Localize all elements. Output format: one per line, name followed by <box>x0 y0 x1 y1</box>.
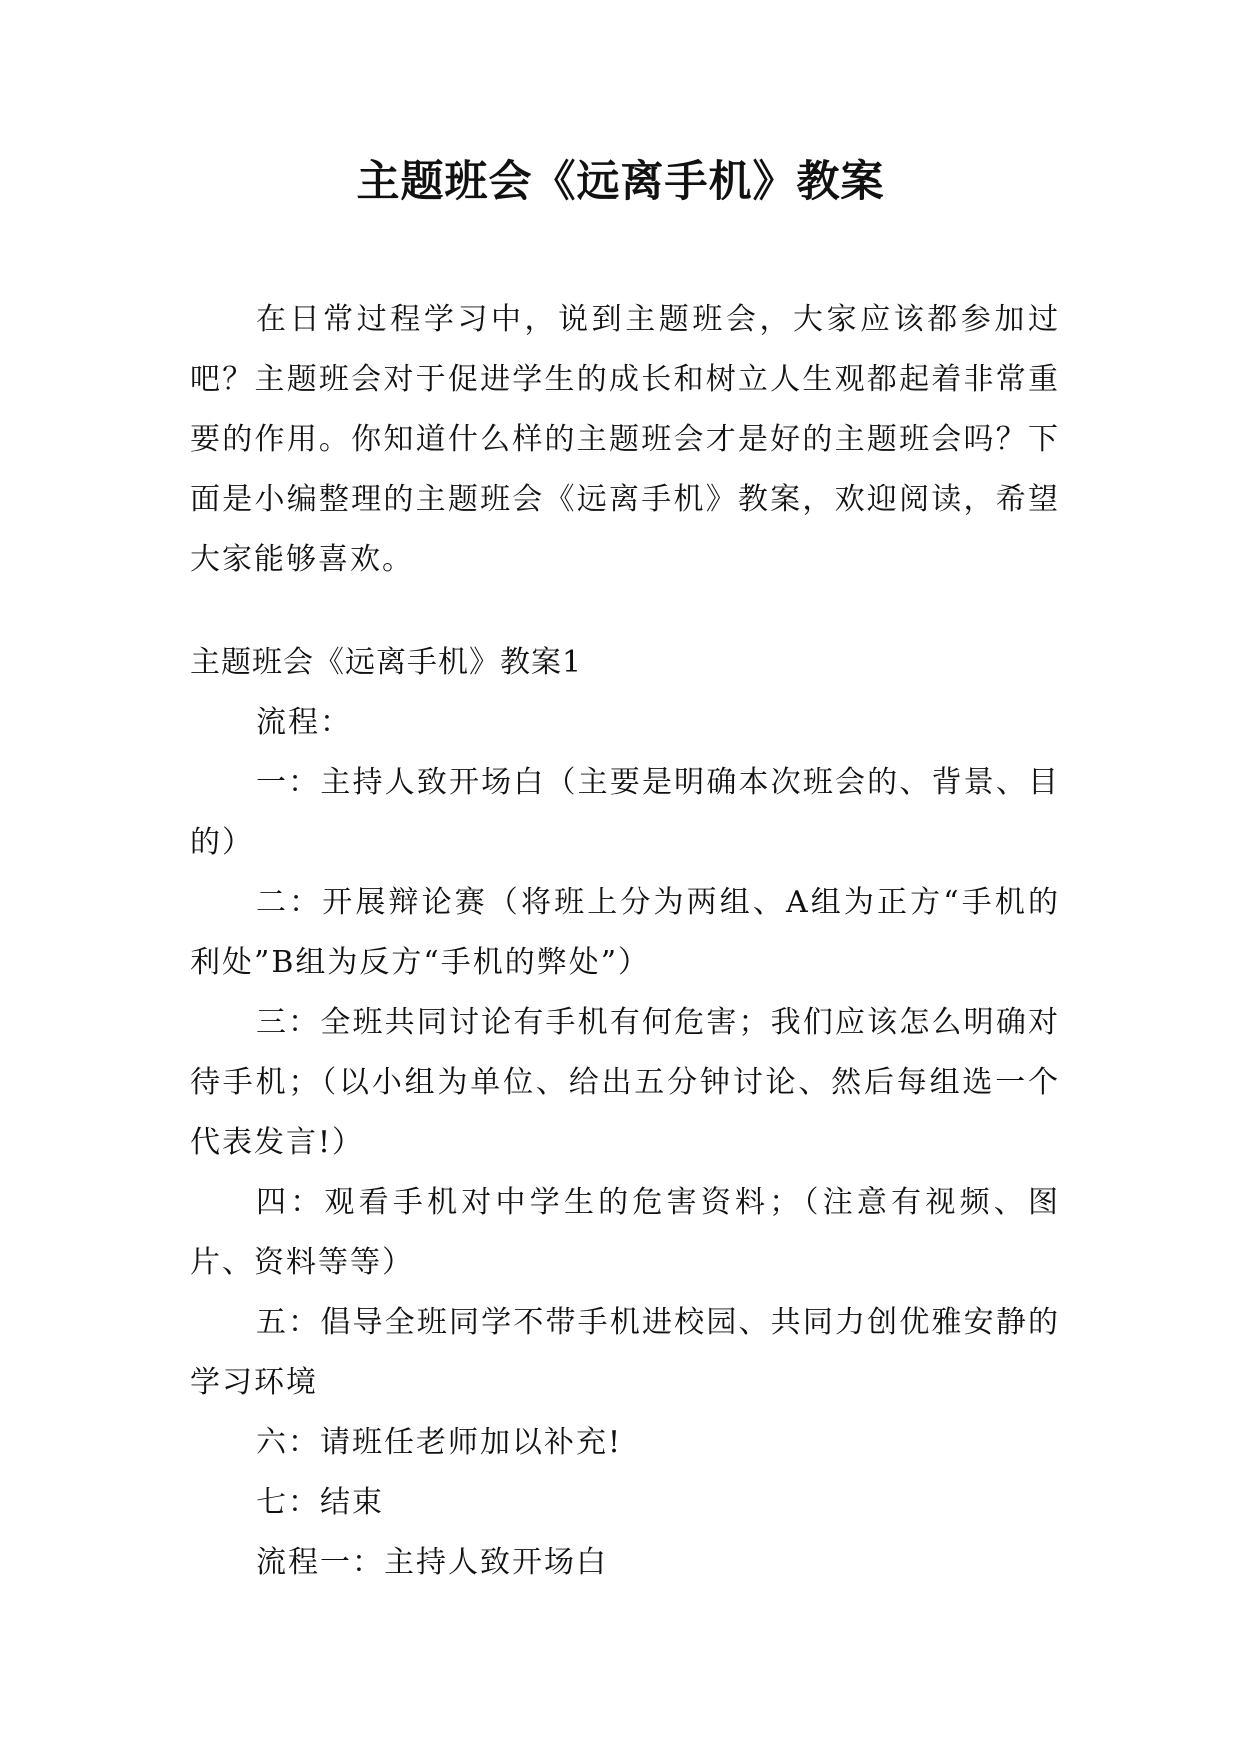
intro-paragraph: 在日常过程学习中，说到主题班会，大家应该都参加过吧？主题班会对于促进学生的成长和树立人生观都起着非常重要的作用。你知道什么样的主题班会才是好的主题班会吗？下面是小编整理的主题班会《远离手机》教案，欢迎阅读，希望大家能够喜欢。 <box>190 302 1060 577</box>
section-heading: 主题班会《远离手机》教案1 <box>190 645 583 680</box>
flow-detail-1-heading: 流程一：主持人致开场白 <box>256 1545 608 1580</box>
flow-step-7: 七：结束 <box>256 1485 384 1520</box>
lesson-flow <box>190 693 1060 1593</box>
flow-step-2: 二：开展辩论赛（将班上分为两组、A组为正方“手机的利处”B组为反方“手机的弊处”） <box>190 885 1060 980</box>
flow-step-5: 五：倡导全班同学不带手机进校园、共同力创优雅安静的学习环境 <box>190 1305 1060 1400</box>
flow-step-3: 三：全班共同讨论有手机有何危害；我们应该怎么明确对待手机；（以小组为单位、给出五分钟讨论、然后每组选一个代表发言!） <box>190 1005 1060 1160</box>
flow-step-1: 一：主持人致开场白（主要是明确本次班会的、背景、目的） <box>190 765 1060 860</box>
document-title: 主题班会《远离手机》教案 <box>356 157 885 207</box>
flow-label: 流程： <box>256 705 352 740</box>
flow-step-4: 四：观看手机对中学生的危害资料；（注意有视频、图片、资料等等） <box>190 1185 1060 1280</box>
flow-step-6: 六：请班任老师加以补充! <box>256 1425 623 1460</box>
